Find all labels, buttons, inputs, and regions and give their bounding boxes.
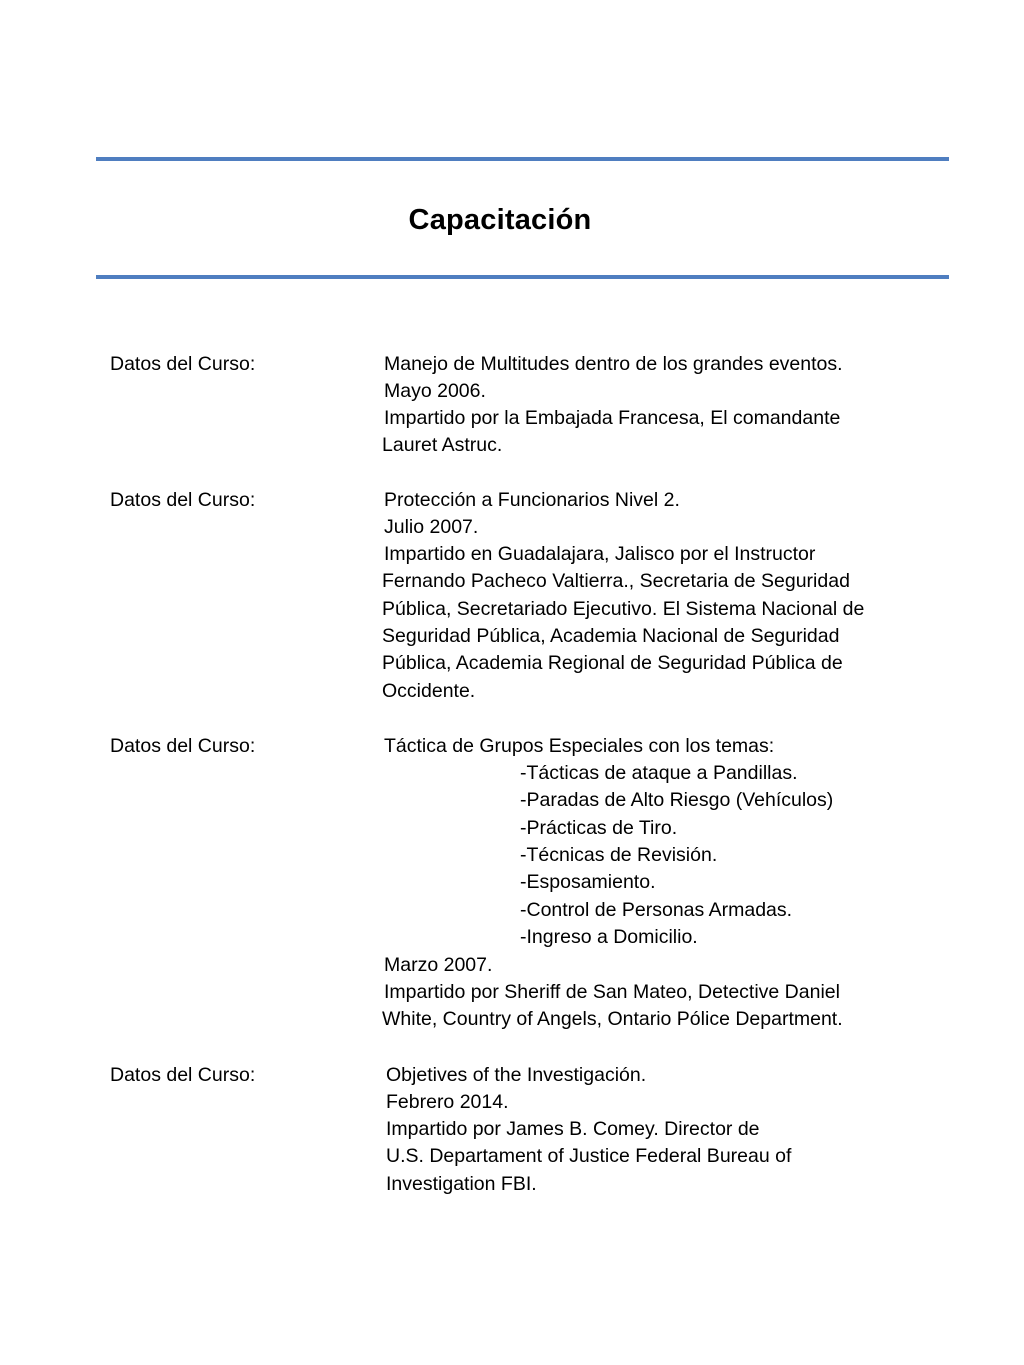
course-title: Táctica de Grupos Especiales con los temas: <box>384 735 775 757</box>
course-topic: -Control de Personas Armadas. <box>520 899 793 921</box>
course-detail: Impartido en Guadalajara, Jalisco por el Instructor <box>384 543 816 565</box>
course-date: Febrero 2014. <box>386 1091 509 1113</box>
course-detail: White, Country of Angels, Ontario Pólice Department. <box>382 1008 843 1030</box>
course-label: Datos del Curso: <box>110 735 256 757</box>
course-detail: Lauret Astruc. <box>382 434 503 456</box>
course-label: Datos del Curso: <box>110 1064 256 1086</box>
course-topic: -Ingreso a Domicilio. <box>520 926 698 948</box>
course-detail: Seguridad Pública, Academia Nacional de Seguridad <box>382 625 840 647</box>
top-divider <box>96 157 949 161</box>
course-detail: Pública, Academia Regional de Seguridad Pública de <box>382 652 843 674</box>
course-title: Protección a Funcionarios Nivel 2. <box>384 489 680 511</box>
course-date: Marzo 2007. <box>384 954 493 976</box>
course-label: Datos del Curso: <box>110 353 256 375</box>
course-detail: Impartido por la Embajada Francesa, El comandante <box>384 407 841 429</box>
course-title: Manejo de Multitudes dentro de los grandes eventos. <box>384 353 843 375</box>
course-date: Julio 2007. <box>384 516 479 538</box>
course-date: Mayo 2006. <box>384 380 486 402</box>
course-detail: Investigation FBI. <box>386 1173 537 1195</box>
page-title: Capacitación <box>408 204 592 236</box>
course-topic: -Paradas de Alto Riesgo (Vehículos) <box>520 789 834 811</box>
course-topic: -Prácticas de Tiro. <box>520 817 678 839</box>
course-detail: Impartido por Sheriff de San Mateo, Detective Daniel <box>384 981 840 1003</box>
course-detail: Pública, Secretariado Ejecutivo. El Sistema Nacional de <box>382 598 865 620</box>
course-title: Objetives of the Investigación. <box>386 1064 647 1086</box>
course-detail: U.S. Departament of Justice Federal Bureau of <box>386 1145 792 1167</box>
course-detail: Fernando Pacheco Valtierra., Secretaria de Seguridad <box>382 570 850 592</box>
course-detail: Occidente. <box>382 680 476 702</box>
bottom-divider <box>96 275 949 279</box>
course-topic: -Tácticas de ataque a Pandillas. <box>520 762 798 784</box>
course-topic: -Técnicas de Revisión. <box>520 844 718 866</box>
course-topic: -Esposamiento. <box>520 871 656 893</box>
course-label: Datos del Curso: <box>110 489 256 511</box>
course-detail: Impartido por James B. Comey. Director de <box>386 1118 760 1140</box>
